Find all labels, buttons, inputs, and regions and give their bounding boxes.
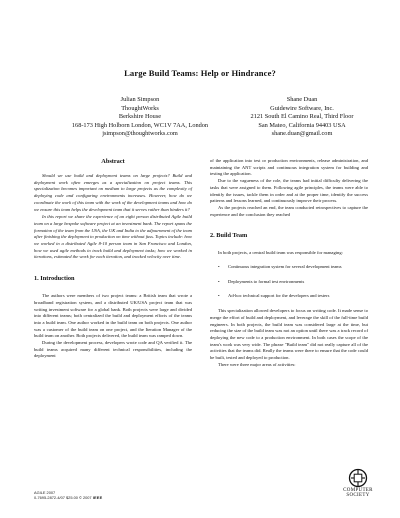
conference-label: AGILE 2007: [34, 490, 56, 495]
author-organization: ThoughtWorks: [121, 104, 159, 112]
copyright-line: [34, 495, 102, 500]
author-email: shane.duan@gmail.com: [271, 130, 333, 138]
body-paragraph: Due to the vagueness of the role, the teams had initial difficulty delivering the tasks that were assigned to them. Following agile principles, the teams were able to identify the issues, tackle them in order and at the proper time, identify the success patterns and lessons learned, and continuously improve their process.: [210, 178, 368, 204]
abstract-paragraph: Should we use build and deployment teams on large projects? Build and deployment work often emerges as a specialization on project teams. This specialization becomes important on medium to large projects as the complexity of deploying code and configuring environments increases. However, how do we coordinate the work of this team with the work of the development teams and how do we ensure this team helps the development team that it serves rather than hinders it?: [34, 173, 192, 212]
author-name: Julian Simpson: [120, 96, 160, 103]
body-paragraph: During the development process, developers wrote code and QA verified it. The build teams acquired many different technical responsibilities, including the deployment: [34, 340, 192, 359]
body-paragraph: of the application into test or production environments, release administration, and maintaining the ANT scripts and continuous integration system for building and testing the application.: [210, 158, 368, 177]
author-address-line: 168-173 High Holborn London, WC1V 7AA, London: [71, 121, 209, 129]
body-paragraph: In both projects, a central build team was responsible for managing:: [218, 250, 343, 256]
abstract-heading: Abstract: [101, 158, 125, 165]
body-paragraph: As the projects reached an end, the team conducted retrospectives to capture the experience and the conclusion they reached: [210, 204, 368, 217]
computer-society-logo: [338, 468, 378, 510]
responsibility-list: [210, 264, 368, 300]
author-email: jsimpson@thoughtworks.com: [102, 130, 178, 138]
section-heading-build-team: 2. Build Team: [210, 232, 248, 240]
author-organization: Guidewire Software, Inc.: [270, 104, 334, 112]
body-paragraph: There were three major areas of activities:: [218, 361, 296, 367]
abstract-section: [34, 158, 192, 261]
author-address-line: 2121 South El Camino Real, Third Floor: [250, 113, 354, 121]
copyright-text: 0-7695-2872-4/07 $25.00 © 2007: [34, 495, 92, 500]
author-address-line: San Mateo, California 94403 USA: [258, 121, 346, 129]
author-block-1: [60, 96, 220, 139]
list-item: • Ad-hoc technical support for the developers and testers: [210, 293, 368, 300]
author-address-line: Berkshire House: [118, 113, 162, 121]
left-column: [34, 158, 192, 360]
list-item: • Continuous integration system for several development teams: [210, 264, 368, 271]
author-name: Shane Duan: [286, 96, 318, 103]
right-column: [210, 158, 368, 368]
body-paragraph: The authors were members of two project teams: a British team that wrote a broadband registration system, and a distributed UK/USA project team that was writing investment software for a global bank. Both projects were large and divided into different teams; both centralized the build and deployment efforts of the teams into a build team. One author worked in the build team on both projects. One author was a customer of the build team on one project, and the Iteration Manager of the build team on another. Both projects delivered, the build team was ramped down.: [34, 293, 192, 339]
page-footer: [34, 490, 102, 500]
ieee-logo: IEEE: [92, 495, 103, 500]
abstract-paragraph: In this report we share the experience of an eight person distributed Agile build team on a large bespoke software project at an investment bank. The report spans the formation of the team from the USA, the UK and India to the adjournment of the team after finishing the deployment to production on time without fuss. Topics include: how we worked in a distributed Agile 8-10 person team in San Francisco and London, how we used agile methods to track build and deployment tasks; how we worked in iterations, estimated the work for each iteration, and tracked velocity over time.: [34, 214, 193, 260]
logo-text-line: SOCIETY: [346, 493, 370, 499]
author-block-2: [232, 96, 372, 139]
logo-text-line: COMPUTER: [343, 488, 373, 493]
list-item: • Deployments to formal test environments: [210, 279, 368, 286]
computer-society-emblem-icon: [347, 468, 369, 488]
paper-title: Large Build Teams: Help or Hindrance?: [124, 68, 276, 78]
body-paragraph: This specialization allowed developers to focus on writing code. It made sense to merge the effort of build and deployment, and leverage the skill of the full-time build engineers. In both projects, the build team was considered large at the time, but reducing the size of the build team was not an option until there was a track record of deploying the new code to a production environment. In both cases the scope of the team's work was very wide. The phrase "Build team" did not really capture all of the activities that the teams did. Really the teams were there to ensure that the code could be built, tested and deployed to production.: [210, 308, 368, 361]
section-heading-introduction: 1. Introduction: [34, 275, 75, 283]
